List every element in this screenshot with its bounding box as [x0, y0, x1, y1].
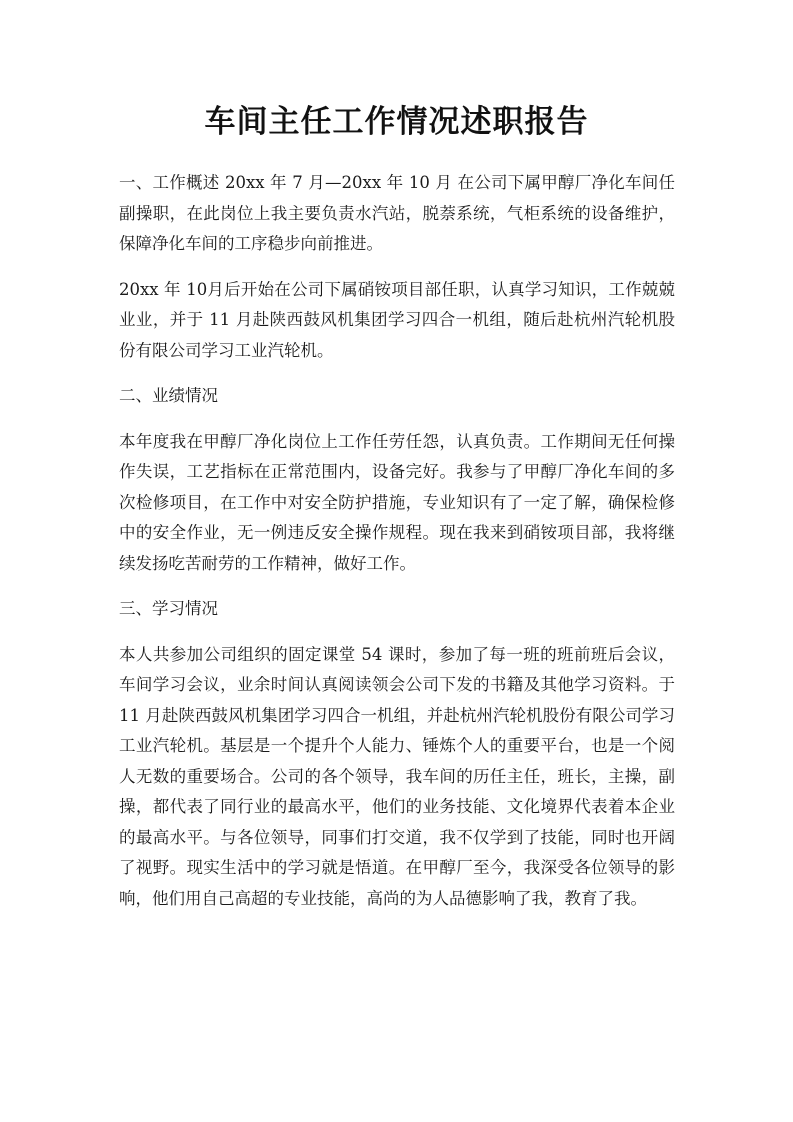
- section-heading-performance: 二、业绩情况: [119, 386, 218, 405]
- paragraph-performance: 本年度我在甲醇厂净化岗位上工作任劳任怨，认真负责。工作期间无任何操作失误，工艺指标在正常范围内，设备完好。我参与了甲醇厂净化车间的多次检修项目，在工作中对安全防护措施，专业知识有了一定了解，确保检修中的安全作业，无一例违反安全操作规程。现在我来到硝铵项目部，我将继续发扬吃苦耐劳的工作精神，做好工作。: [119, 431, 675, 573]
- document-body: [119, 168, 675, 929]
- page-title: 车间主任工作情况述职报告: [204, 104, 589, 140]
- paragraph-work-overview: 一、工作概述 20xx 年 7 月—20xx 年 10 月 在公司下属甲醇厂净化车间任副操职，在此岗位上我主要负责水汽站，脱萘系统，气柜系统的设备维护，保障净化车间的工序稳步向前推进。: [119, 173, 675, 253]
- section-heading-study: 三、学习情况: [119, 599, 218, 618]
- paragraph-study: 本人共参加公司组织的固定课堂 54 课时，参加了每一班的班前班后会议，车间学习会议，业余时间认真阅读领会公司下发的书籍及其他学习资料。于 11 月赴陕西鼓风机集团学习四合一机组，并赴杭州汽轮机股份有限公司学习工业汽轮机。基层是一个提升个人能力、锤炼个人的重要平台，也是一个阅人无数的重要场合。公司的各个领导，我车间的历任主任，班长，主操，副操，都代表了同行业的最高水平，他们的业务技能、文化境界代表着本企业的最高水平。与各位领导，同事们打交道，我不仅学到了技能，同时也开阔了视野。现实生活中的学习就是悟道。在甲醇厂至今，我深受各位领导的影响，他们用自己高超的专业技能，高尚的为人品德影响了我，教育了我。: [119, 644, 675, 908]
- paragraph-new-position: 20xx 年 10月后开始在公司下属硝铵项目部任职，认真学习知识，工作兢兢业业，并于 11 月赴陕西鼓风机集团学习四合一机组，随后赴杭州汽轮机股份有限公司学习工业汽轮机。: [119, 279, 675, 360]
